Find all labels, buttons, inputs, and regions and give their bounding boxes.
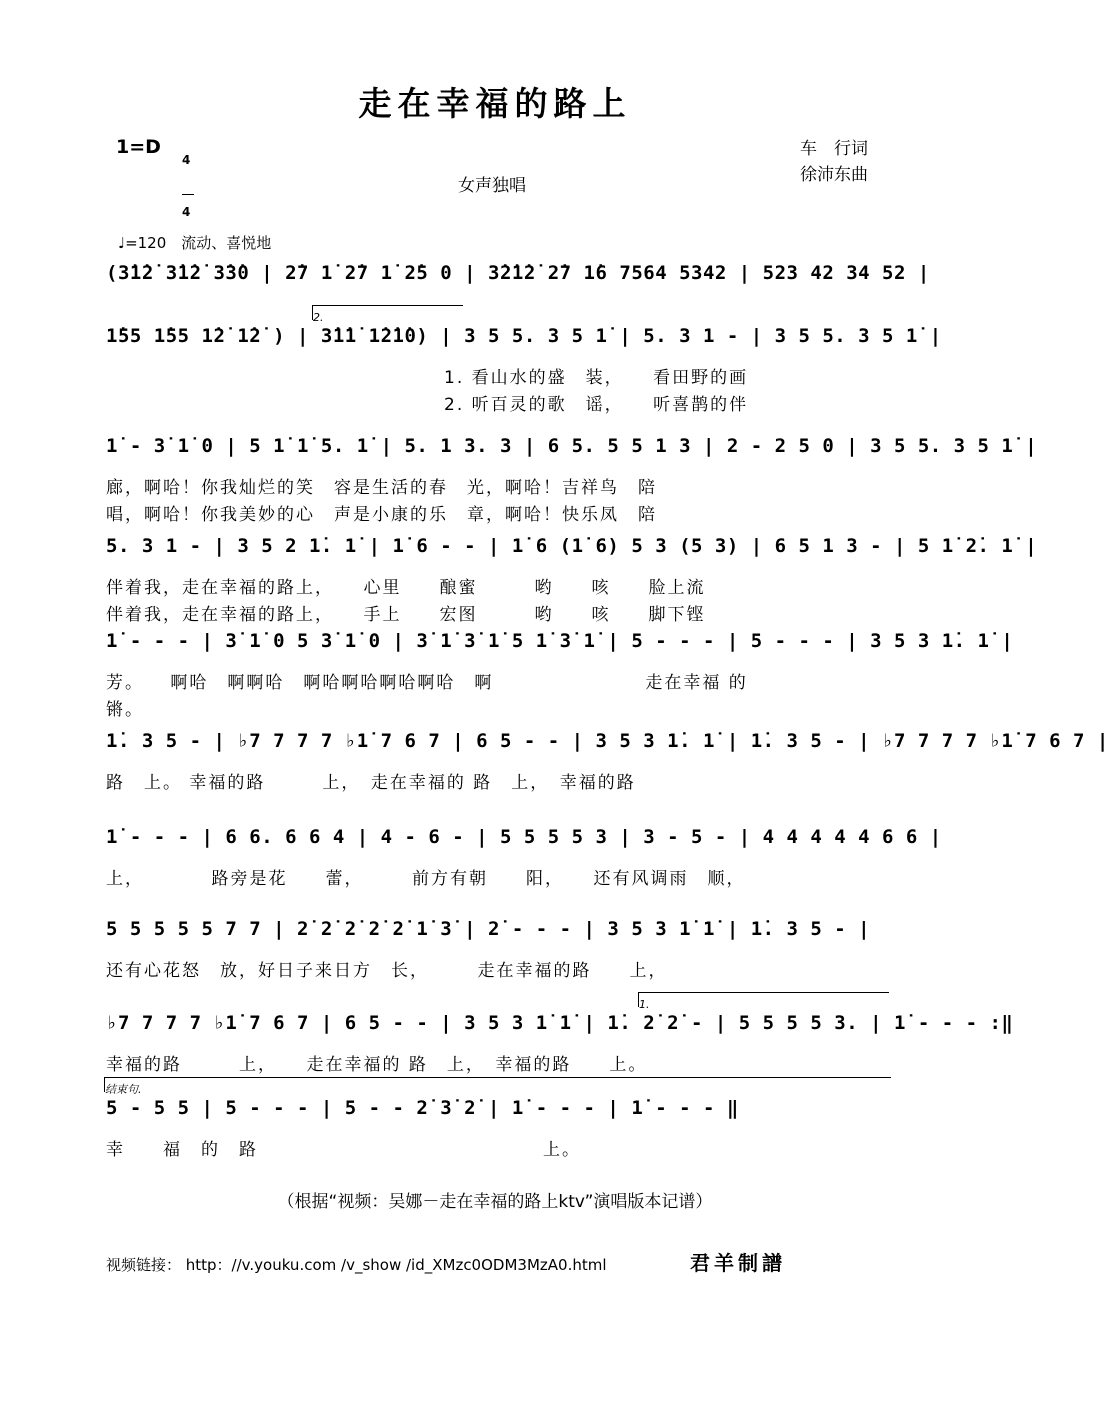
- notation-line: 5 - 5 5 | 5 - - - | 5 - - 2̇ 3̇ 2̇ | 1̇ - - - | 1̇ - - - ‖: [106, 1097, 739, 1119]
- lyric-line: 幸 福 的 路 上。: [106, 1140, 581, 1160]
- composer-credit: 徐沛东曲: [800, 165, 868, 185]
- volta-label: 结束句.: [105, 1083, 142, 1096]
- notation-line: 5 5 5 5 5 7 7 | 2̇ 2̇ 2̇ 2̇ 2̇ 1̇ 3̇ | 2̇ - - - | 3 5 3 1̇ 1̇ | 1̇. 3 5 - |: [106, 918, 871, 940]
- lyric-line: 伴着我，走在幸福的路上， 手上 宏图 哟 咳 脚下铿: [106, 605, 706, 625]
- tempo-marking: ♩=120 流动、喜悦地: [118, 234, 272, 252]
- time-denominator: 4: [182, 205, 191, 219]
- lyric-line: 芳。 啊哈 啊啊哈 啊哈啊哈啊哈啊哈 啊 走在幸福 的: [106, 673, 748, 693]
- volta-bracket: [638, 992, 889, 1011]
- lyric-line: 锵。: [106, 700, 144, 720]
- volta-bracket: [104, 1077, 891, 1096]
- notation-line: 1̇ - 3̇ 1̇ 0 | 5 1̇ 1̇ 5. 1̇ | 5. 1 3. 3 | 6 5. 5 5 1 3 | 2 - 2 5 0 | 3 5 5. 3 5 1̇ |: [106, 435, 1038, 457]
- source-note: （根据“视频：吴娜－走在幸福的路上ktv”演唱版本记谱）: [277, 1192, 713, 1212]
- lyric-line: 2. 听百灵的歌 谣， 听喜鹊的伴: [444, 395, 749, 415]
- voice-type: 女声独唱: [458, 176, 526, 196]
- time-numerator: 4: [182, 153, 191, 167]
- lyric-line: 唱，啊哈！你我美妙的心 声是小康的乐 章，啊哈！快乐凤 陪: [106, 505, 657, 525]
- lyricist-credit: 车 行词: [800, 139, 868, 159]
- video-link[interactable]: 视频链接： http：//v.youku.com /v_show /id_XMzc0ODM3MzA0.html: [106, 1256, 607, 1274]
- lyric-line: 廊，啊哈！你我灿烂的笑 容是生活的春 光，啊哈！吉祥鸟 陪: [106, 478, 657, 498]
- lyric-line: 1. 看山水的盛 装， 看田野的画: [444, 368, 749, 388]
- key-signature: 1=D: [116, 136, 161, 158]
- notation-line: 1̇ - - - | 3̇ 1̇ 0 5 3̇ 1̇ 0 | 3̇ 1̇ 3̇ 1̇ 5 1̇ 3̇ 1̇ | 5 - - - | 5 - - - | 3 5 3 1̇. 1̇ |: [106, 630, 1014, 652]
- lyric-line: 伴着我，走在幸福的路上， 心里 酿蜜 哟 咳 脸上流: [106, 578, 706, 598]
- lyric-line: 路 上。 幸福的路 上， 走在幸福的 路 上， 幸福的路: [106, 773, 636, 793]
- notation-line: 1̇ - - - | 6 6. 6 6 4 | 4 - 6 - | 5 5 5 5 3 | 3 - 5 - | 4 4 4 4 4 6 6 |: [106, 826, 942, 848]
- volta-label: 2.: [313, 311, 324, 324]
- lyric-line: 还有心花怒 放，好日子来日方 长， 走在幸福的路 上，: [106, 961, 668, 981]
- notation-line: 1̇55 1̇55 1̇2̇ 1̇2̇ ) | 3̇1̇1̇ 1̇2̇1̇0) | 3 5 5. 3 5 1̇ | 5. 3 1 - | 3 5 5. 3 5 1̇ |: [106, 325, 942, 347]
- transcriber-seal: 君羊制譜: [690, 1251, 786, 1275]
- notation-line: 1̇. 3 5 - | ♭7 7 7 7 ♭1̇ 7 6 7 | 6 5 - - | 3 5 3 1̇. 1̇ | 1̇. 3 5 - | ♭7 7 7 7 ♭1̇ 7 6 7 |: [106, 730, 1109, 752]
- lyric-line: 幸福的路 上， 走在幸福的 路 上， 幸福的路 上。: [106, 1055, 648, 1075]
- notation-line: 5. 3 1 - | 3 5 2 1̇. 1̇ | 1̇ 6 - - | 1̇ 6 (1̇ 6) 5 3 (5 3) | 6 5 1 3 - | 5 1̇ 2̇. 1̇ |: [106, 535, 1038, 557]
- notation-line: (3̇1̇2̇ 3̇1̇2̇ 3̇3̇0 | 2̇7 1̇ 2̇7 1̇ 2̇5 0 | 3̇2̇1̇2̇ 2̇7 1̇6 7564 5342 | 523 42 34 52 |: [106, 262, 930, 284]
- song-title: 走在幸福的路上: [358, 84, 632, 123]
- lyric-line: 上， 路旁是花 蕾， 前方有朝 阳， 还有风调雨 顺，: [106, 869, 746, 889]
- notation-line: ♭7 7 7 7 ♭1̇ 7 6 7 | 6 5 - - | 3 5 3 1̇ 1̇ | 1̇. 2̇ 2̇ - | 5 5 5 5 3. | 1̇ - - - :‖: [106, 1012, 1014, 1034]
- volta-label: 1.: [639, 998, 650, 1011]
- volta-bracket: [312, 305, 463, 324]
- time-signature: [182, 128, 190, 232]
